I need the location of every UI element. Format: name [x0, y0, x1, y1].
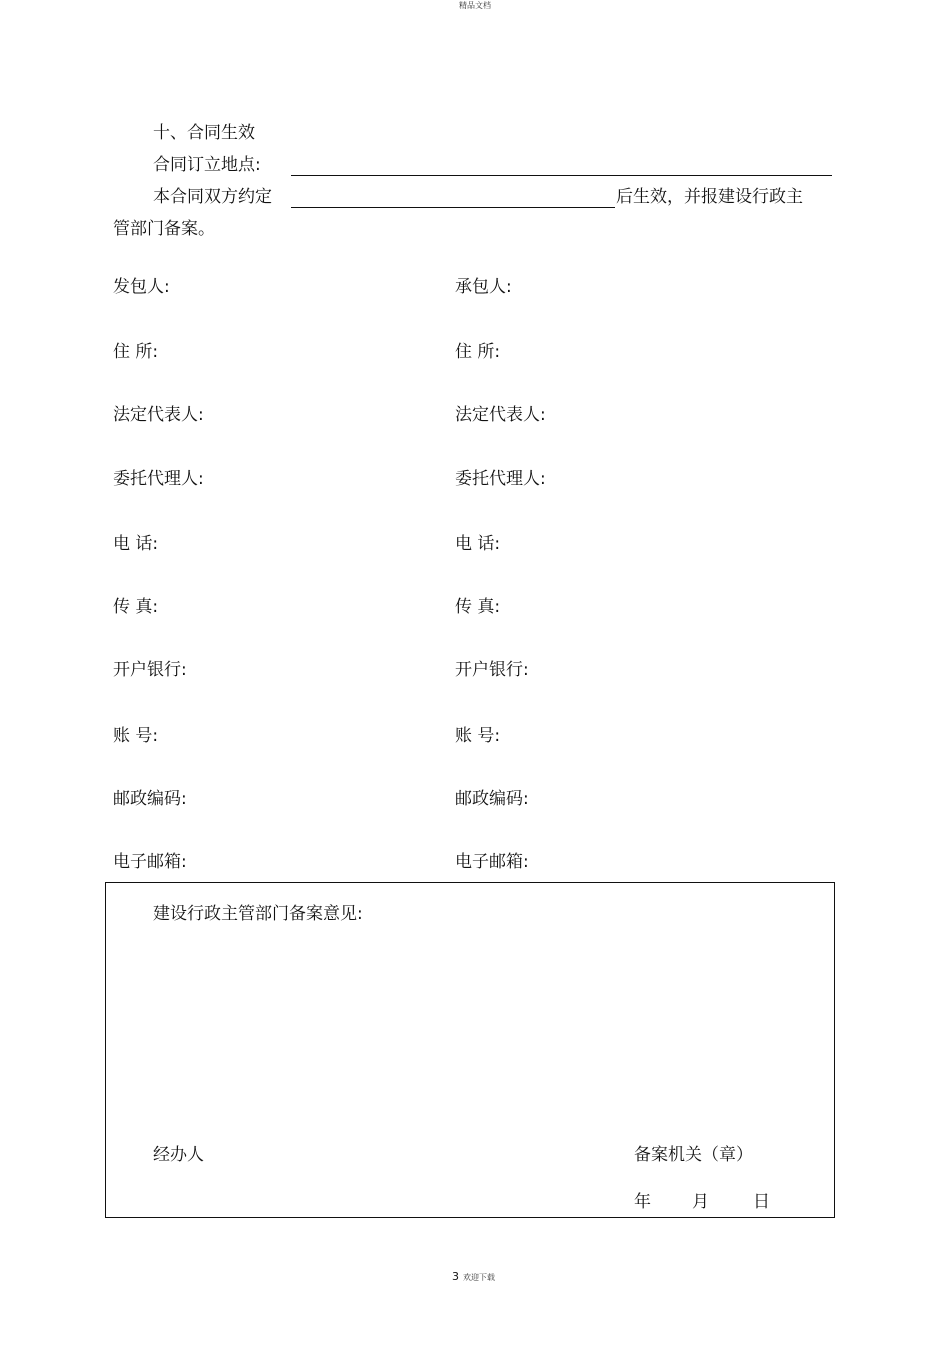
page-number: 3	[452, 1270, 459, 1283]
contractor-postcode-label: 邮政编码:	[455, 789, 529, 809]
filing-opinion-box	[105, 882, 835, 1218]
month-label: 月	[692, 1192, 709, 1212]
filing-authority-label: 备案机关（章）	[634, 1145, 753, 1165]
employer-bank-label: 开户银行:	[113, 660, 187, 680]
year-label: 年	[634, 1192, 651, 1212]
employer-account-label: 账 号:	[113, 726, 159, 746]
employer-label: 发包人:	[113, 277, 170, 297]
section-title: 十、合同生效	[153, 123, 255, 143]
contractor-account-label: 账 号:	[455, 726, 501, 746]
contract-place-blank	[291, 175, 832, 176]
contract-place-label: 合同订立地点:	[153, 155, 261, 175]
contractor-label: 承包人:	[455, 277, 512, 297]
page-header: 精品文档	[459, 1, 491, 10]
day-label: 日	[753, 1192, 770, 1212]
agreement-prefix: 本合同双方约定	[153, 187, 272, 207]
contractor-legal-rep-label: 法定代表人:	[455, 405, 546, 425]
agreement-condition-blank	[291, 207, 615, 208]
agreement-suffix: 后生效，并报建设行政主	[616, 187, 803, 207]
employer-address-label: 住 所:	[113, 342, 159, 362]
filing-opinion-title: 建设行政主管部门备案意见:	[153, 904, 363, 924]
footer-label: 欢迎下载	[463, 1273, 495, 1282]
contractor-agent-label: 委托代理人:	[455, 469, 546, 489]
contractor-address-label: 住 所:	[455, 342, 501, 362]
contractor-phone-label: 电 话:	[455, 534, 501, 554]
contractor-email-label: 电子邮箱:	[455, 852, 529, 872]
handler-label: 经办人	[153, 1145, 204, 1165]
contractor-bank-label: 开户银行:	[455, 660, 529, 680]
employer-email-label: 电子邮箱:	[113, 852, 187, 872]
contractor-fax-label: 传 真:	[455, 597, 501, 617]
employer-postcode-label: 邮政编码:	[113, 789, 187, 809]
employer-phone-label: 电 话:	[113, 534, 159, 554]
employer-fax-label: 传 真:	[113, 597, 159, 617]
agreement-continued: 管部门备案。	[113, 219, 215, 239]
employer-agent-label: 委托代理人:	[113, 469, 204, 489]
employer-legal-rep-label: 法定代表人:	[113, 405, 204, 425]
